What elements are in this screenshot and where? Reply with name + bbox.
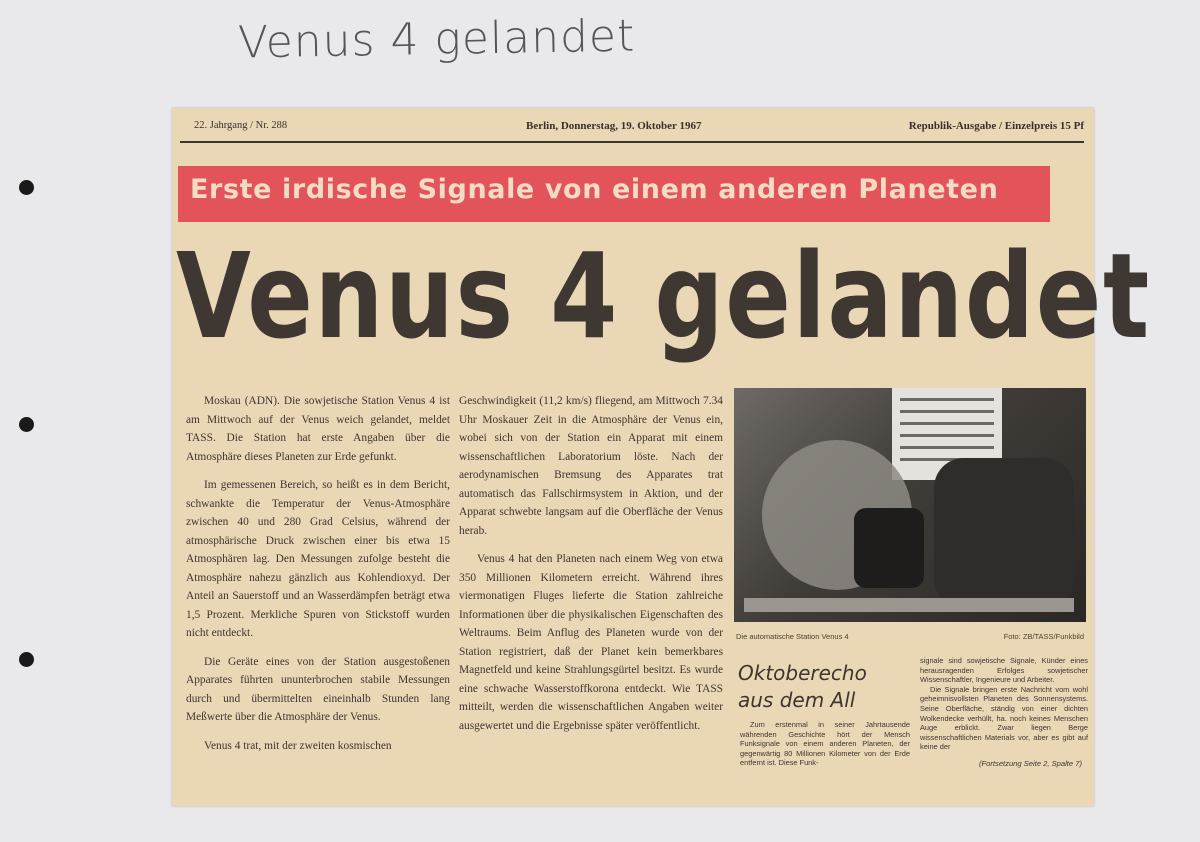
paragraph: Im gemessenen Bereich, so heißt es in dem Bericht, schwankte die Temperatur der Venus-Atmosphäre zwischen 40 und 280 Grad Celsius, während der atmosphärische Druck zwischen einer bis etwa 15 Atmosphären lag. Den Messungen zufolge besteht die Atmosphäre nahezu gänzlich aus Kohlendioxyd. Der Anteil an Sauerstoff und an Wasserdämpfen beträgt etwa 1,5 Prozent. Merkliche Spuren von Stickstoff wurden nicht entdeckt. bbox=[186, 479, 450, 639]
paragraph: Geschwindigkeit (11,2 km/s) fliegend, am Mittwoch 7.34 Uhr Moskauer Zeit in die Atmosphäre der Venus ein, wobei sich von der Station ein Apparat mit einem wissenschaftlichen Laboratorium löste. Nach der aerodynamischen Bremsung des Apparates trat automatisch das Fallschirmsystem in Aktion, und der Apparat schwebte langsam auf die Oberfläche der Venus herab. bbox=[459, 395, 723, 537]
paragraph: Venus 4 hat den Planeten nach einem Weg von etwa 350 Millionen Kilometern erreicht. Während ihres viermonatigen Fluges lieferte die Station zahlreiche Informationen über die physikalischen Eigenschaften des Weltraums. Beim Anflug des Planeten wurde von der Station registriert, daß der Planet kein bemerkbares Magnetfeld und keine Strahlungsgürtel besitzt. Es wurde eine schwache Wasserstoffkorona entdeckt. Wie TASS mitteilt, werden die wissenschaftlichen Angaben weiter ausgewertet und die Ergebnisse später veröffentlicht. bbox=[459, 553, 723, 732]
handwritten-note: Venus 4 gelandet bbox=[237, 10, 636, 69]
paragraph: signale sind sowjetische Signale, Künder eines herausragenden Erfolges sowjetischer Wissenschaftler, Ingenieure und Arbeiter. bbox=[920, 656, 1088, 685]
sidebar-right-column bbox=[920, 656, 1088, 752]
date-line: Berlin, Donnerstag, 19. Oktober 1967 bbox=[526, 120, 702, 132]
punch-hole bbox=[19, 417, 34, 432]
paragraph: Zum erstenmal in seiner Jahrtausende währenden Geschichte hört der Mensch Funksignale von einem anderen Planeten, der gegenwärtig 80 Millionen Kilometer von der Erde entfernt ist. Diese Funk- bbox=[740, 720, 910, 768]
paragraph: Moskau (ADN). Die sowjetische Station Venus 4 ist am Mittwoch auf der Venus weich gelandet, meldet TASS. Die Station hat erste Angaben über die Atmosphäre dieses Planeten zur Erde gefunkt. bbox=[186, 395, 450, 463]
sidebar-text bbox=[740, 720, 910, 768]
probe-part bbox=[854, 508, 924, 588]
headline: Venus 4 gelandet bbox=[176, 227, 1151, 365]
article-column-1 bbox=[186, 392, 450, 755]
kicker-text: Erste irdische Signale von einem anderen Planeten bbox=[190, 174, 999, 205]
issue-number: 22. Jahrgang / Nr. 288 bbox=[194, 120, 288, 131]
kicker-banner bbox=[178, 166, 1050, 222]
sidebar-title: Oktoberecho aus dem All bbox=[738, 661, 867, 712]
venus4-photo bbox=[734, 388, 1086, 622]
paragraph: Die Signale bringen erste Nachricht vom wohl geheimnisvollsten Planeten des Sonnensystems. Seine Oberfläche, ständig von einer dichten Wolkendecke verhüllt, ha. noch keines Menschen Auge erblickt. Zwar liegen Berge wissenschaftlichen Materials vor, aber es gibt auf keine der bbox=[920, 684, 1088, 752]
masthead-rule bbox=[180, 141, 1084, 143]
paragraph: Venus 4 trat, mit der zweiten kosmischen bbox=[204, 739, 392, 752]
punch-hole bbox=[19, 180, 34, 195]
photo-caption: Die automatische Station Venus 4 bbox=[736, 632, 849, 641]
continuation-note: (Fortsetzung Seite 2, Spalte 7) bbox=[979, 759, 1082, 768]
photo-credit: Foto: ZB/TASS/Funkbild bbox=[1003, 632, 1084, 641]
punch-hole bbox=[19, 652, 34, 667]
edition-price: Republik-Ausgabe / Einzelpreis 15 Pf bbox=[908, 120, 1084, 132]
photo-floor bbox=[744, 598, 1074, 612]
paragraph: Die Geräte eines von der Station ausgestoßenen Apparates führten ununterbrochen stabile Messungen durch und übermittelten eineinhalb Stunden lang Meßwerte über die Atmosphäre der Venus. bbox=[186, 655, 450, 723]
newspaper-clipping bbox=[172, 108, 1151, 806]
article-column-2 bbox=[459, 392, 723, 735]
masthead bbox=[182, 118, 1084, 142]
probe-body bbox=[934, 458, 1074, 608]
